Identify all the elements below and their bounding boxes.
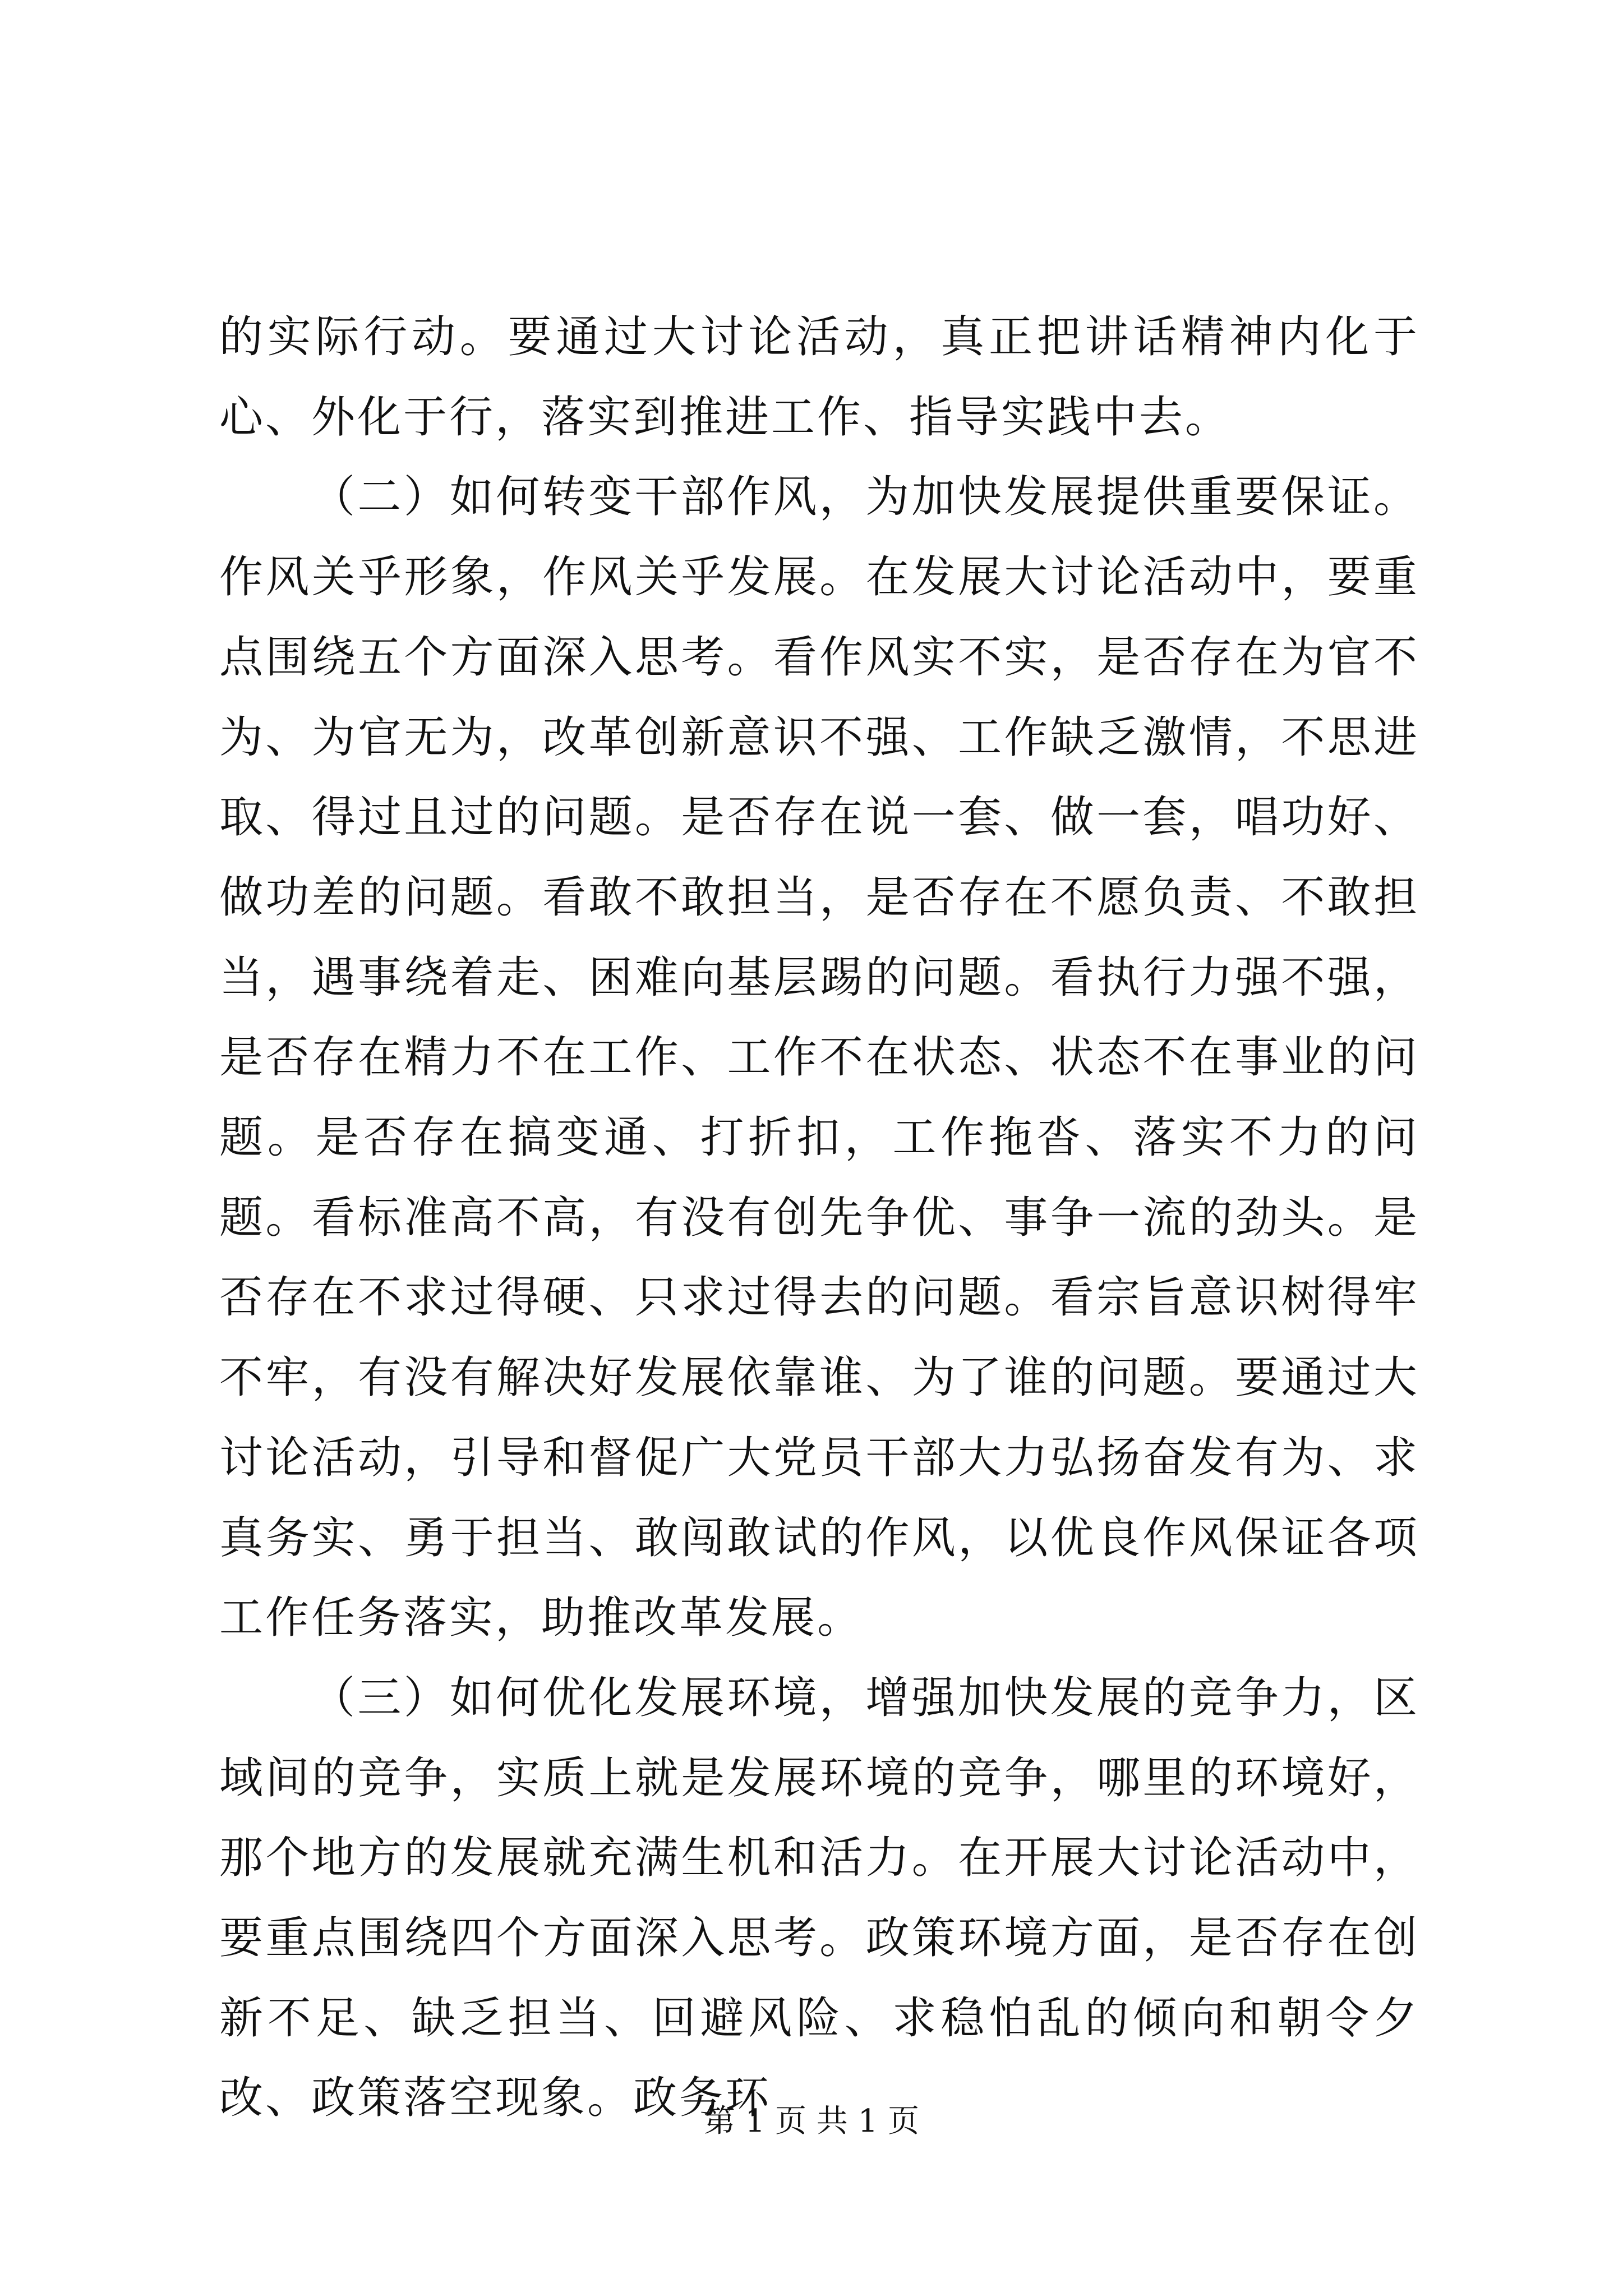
paragraph-section-three: （三）如何优化发展环境，增强加快发展的竞争力，区域间的竞争，实质上就是发展环境的竞争，哪里的环境好，那个地方的发展就充满生机和活力。在开展大讨论活动中，要重点围绕四个方面深入思考。政策环境方面，是否存在创新不足、缺乏担当、回避风险、求稳怕乱的倾向和朝令夕改、政策落空现象。政务环 <box>219 1672 1419 2124</box>
page-footer: 第 1 页 共 1 页 <box>703 2103 920 2139</box>
paragraph-section-two: （二）如何转变干部作风，为加快发展提供重要保证。作风关乎形象，作风关乎发展。在发展大讨论活动中，要重点围绕五个方面深入思考。看作风实不实，是否存在为官不为、为官无为，改革创新意识不强、工作缺乏激情，不思进取、得过且过的问题。是否存在说一套、做一套，唱功好、做功差的问题。看敢不敢担当，是否存在不愿负责、不敢担当，遇事绕着走、困难向基层踢的问题。看执行力强不强，是否存在精力不在工作、工作不在状态、状态不在事业的问题。是否存在搞变通、打折扣，工作拖沓、落实不力的问题。看标准高不高，有没有创先争优、事争一流的劲头。是否存在不求过得硬、只求过得去的问题。看宗旨意识树得牢不牢，有没有解决好发展依靠谁、为了谁的问题。要通过大讨论活动，引导和督促广大党员干部大力弘扬奋发有为、求真务实、勇于担当、敢闯敢试的作风，以优良作风保证各项工作任务落实，助推改革发展。 <box>219 472 1419 1644</box>
paragraph-continuation: 的实际行动。要通过大讨论活动，真正把讲话精神内化于心、外化于行，落实到推进工作、指导实践中去。 <box>219 312 1419 443</box>
document-body <box>219 297 1419 2138</box>
